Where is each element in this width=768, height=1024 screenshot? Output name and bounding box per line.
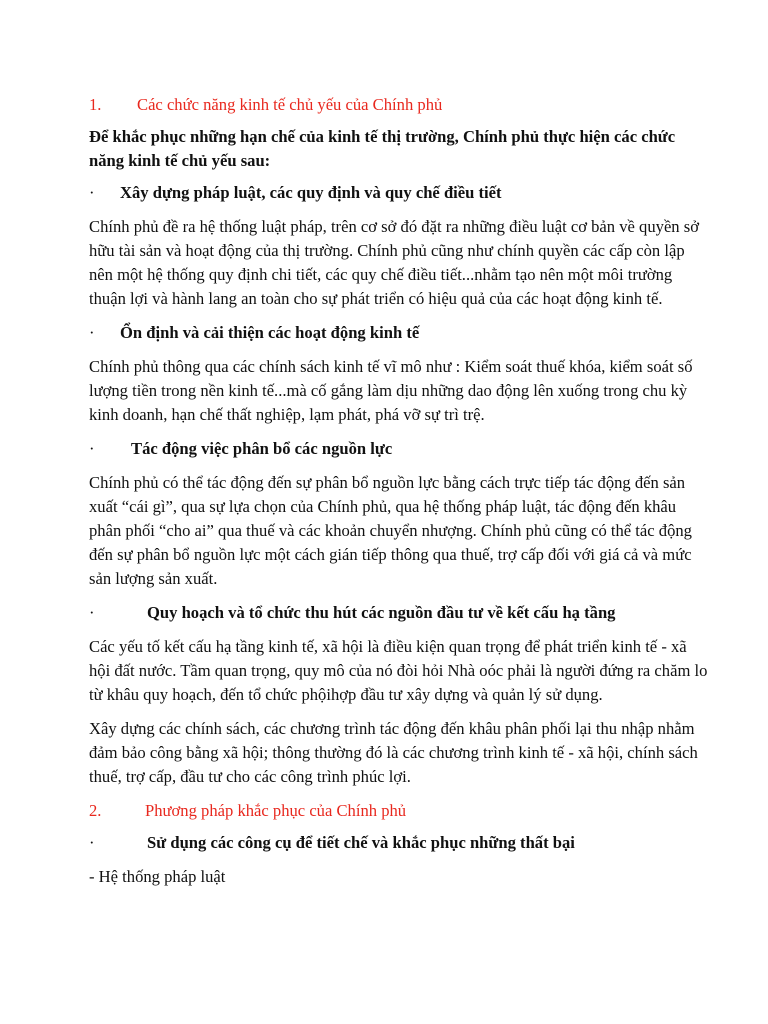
- paragraph-stabilization: Chính phủ thông qua các chính sách kinh tế vĩ mô như : Kiểm soát thuế khóa, kiểm soát số lượng tiền trong nền kinh tế...mà cố gắng làm dịu những dao động lên xuống trong chu kỳ kinh doanh, hạn chế thất nghiệp, lạm phát, phá vỡ sự trì trệ.: [89, 357, 693, 424]
- section-2-title: Phương pháp khắc phục của Chính phủ: [145, 801, 407, 820]
- bullet-icon: ·: [89, 833, 95, 852]
- section-1-intro: Để khắc phục những hạn chế của kinh tế thị trường, Chính phủ thực hiện các chức năng kinh tế chủ yếu sau:: [89, 127, 676, 170]
- bullet-icon: ·: [89, 603, 95, 622]
- paragraph-resource-allocation: Chính phủ có thể tác động đến sự phân bổ nguồn lực bằng cách trực tiếp tác động đến sản xuất “cái gì”, qua sự lựa chọn của Chính phủ, qua hệ thống pháp luật, tác động đến khâu phân phối “cho ai” qua thuế và các khoản chuyển nhượng. Chính phủ cũng có thể tác động đến sự phân bổ nguồn lực một cách gián tiếp thông qua thuế, trợ cấp đối với giá cả và mức sản lượng sản xuất.: [89, 473, 692, 588]
- bullet-icon: ·: [89, 439, 95, 458]
- bullet-heading-tools: [89, 831, 708, 855]
- paragraph-infrastructure: Các yếu tố kết cấu hạ tầng kinh tế, xã hội là điều kiện quan trọng để phát triển kinh tế - xã hội đất nước. Tầm quan trọng, quy mô của nó đòi hỏi Nhà oóc phải là người đứng ra chăm lo từ khâu quy hoạch, đến tổ chức phộihợp đầu tư xây dựng và quản lý sử dụng.: [89, 637, 708, 704]
- bullet-heading-text: Tác động việc phân bổ các nguồn lực: [131, 439, 393, 458]
- bullet-heading-stabilization: [89, 321, 708, 345]
- bullet-heading-text: Ổn định và cải thiện các hoạt động kinh tế: [120, 323, 420, 342]
- bullet-heading-legislation: [89, 181, 708, 205]
- section-1-number: 1.: [89, 95, 102, 114]
- bullet-heading-infrastructure: [89, 601, 708, 625]
- bullet-heading-text: Sử dụng các công cụ để tiết chế và khắc phục những thất bại: [147, 833, 575, 852]
- legal-system-line: - Hệ thống pháp luật: [89, 867, 226, 886]
- bullet-heading-resource-allocation: [89, 437, 708, 461]
- section-2-number: 2.: [89, 801, 102, 820]
- paragraph-legislation: Chính phủ đề ra hệ thống luật pháp, trên cơ sở đó đặt ra những điều luật cơ bản về quyền sở hữu tài sản và hoạt động của thị trường. Chính phủ cũng như chính quyền các cấp còn lập nên một hệ thống quy định chi tiết, các quy chế điều tiết...nhằm tạo nên một môi trường thuận lợi và hành lang an toàn cho sự phát triển có hiệu quả của các hoạt động kinh tế.: [89, 217, 699, 308]
- bullet-heading-text: Xây dựng pháp luật, các quy định và quy chế điều tiết: [120, 183, 502, 202]
- section-1-heading: [89, 93, 708, 117]
- paragraph-redistribution: Xây dựng các chính sách, các chương trình tác động đến khâu phân phối lại thu nhập nhằm đảm bảo công bằng xã hội; thông thường đó là các chương trình kinh tế - xã hội, chính sách thuế, trợ cấp, đầu tư cho các công trình phúc lợi.: [89, 719, 698, 786]
- bullet-heading-text: Quy hoạch và tổ chức thu hút các nguồn đầu tư về kết cấu hạ tầng: [147, 603, 616, 622]
- section-2-heading: [89, 799, 708, 823]
- bullet-icon: ·: [89, 323, 95, 342]
- section-1-title: Các chức năng kinh tế chủ yếu của Chính phủ: [137, 95, 443, 114]
- bullet-icon: ·: [89, 183, 95, 202]
